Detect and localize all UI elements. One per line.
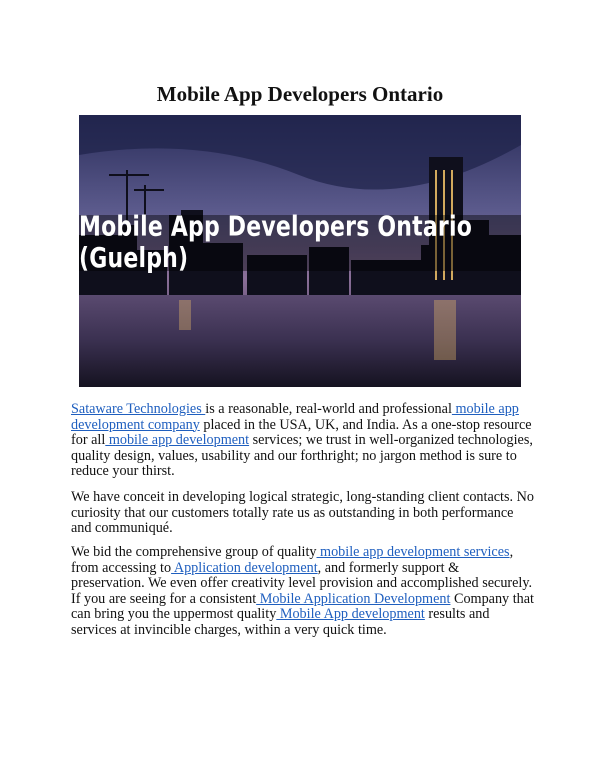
link-mobile-app-development[interactable]: mobile app development <box>105 432 250 448</box>
paragraph-text: is a reasonable, real-world and professional <box>205 401 452 417</box>
paragraph-text: Company that can bring you the uppermost quality <box>71 590 534 622</box>
hero-banner <box>79 211 521 275</box>
link-mobile-app-development-2[interactable]: Mobile App development <box>276 606 425 622</box>
hero-image <box>79 115 521 387</box>
paragraph-text: We have conceit in developing logical strategic, long-standing client contacts. No curiosity that our customers totally rate us as outstanding in both performance and communiqué. <box>71 489 534 536</box>
link-application-development[interactable]: Application development <box>171 559 318 576</box>
paragraph-clients <box>71 490 536 537</box>
paragraph-text: , from accessing to <box>71 544 514 576</box>
paragraph-text: results and services at invincible charges, within a very quick time. <box>71 606 490 638</box>
paragraph-services <box>71 545 536 638</box>
link-mobile-app-development-company[interactable]: mobile app development company <box>71 401 519 433</box>
paragraph-intro <box>71 402 536 480</box>
page-title: Mobile App Developers Ontario <box>156 82 444 106</box>
paragraph-text: We bid the comprehensive group of quality <box>71 544 317 560</box>
paragraph-text: services; we trust in well-organized technologies, quality design, values, usability and our forthright; no jargon method is sure to reduce your thirst. <box>71 432 533 479</box>
paragraph-text: , and formerly support & preservation. We even offer creativity level provision and accomplished securely. If you are seeing for a consistent <box>71 559 533 607</box>
paragraph-text: placed in the USA, UK, and India. As a one-stop resource for all <box>71 416 532 448</box>
hero-banner-text: Mobile App Developers Ontario (Guelph) <box>79 211 473 275</box>
link-sataware-technologies[interactable]: Sataware Technologies <box>71 401 206 417</box>
link-mobile-application-development[interactable]: Mobile Application Development <box>256 590 451 607</box>
link-mobile-app-development-services[interactable]: mobile app development services <box>316 544 510 560</box>
